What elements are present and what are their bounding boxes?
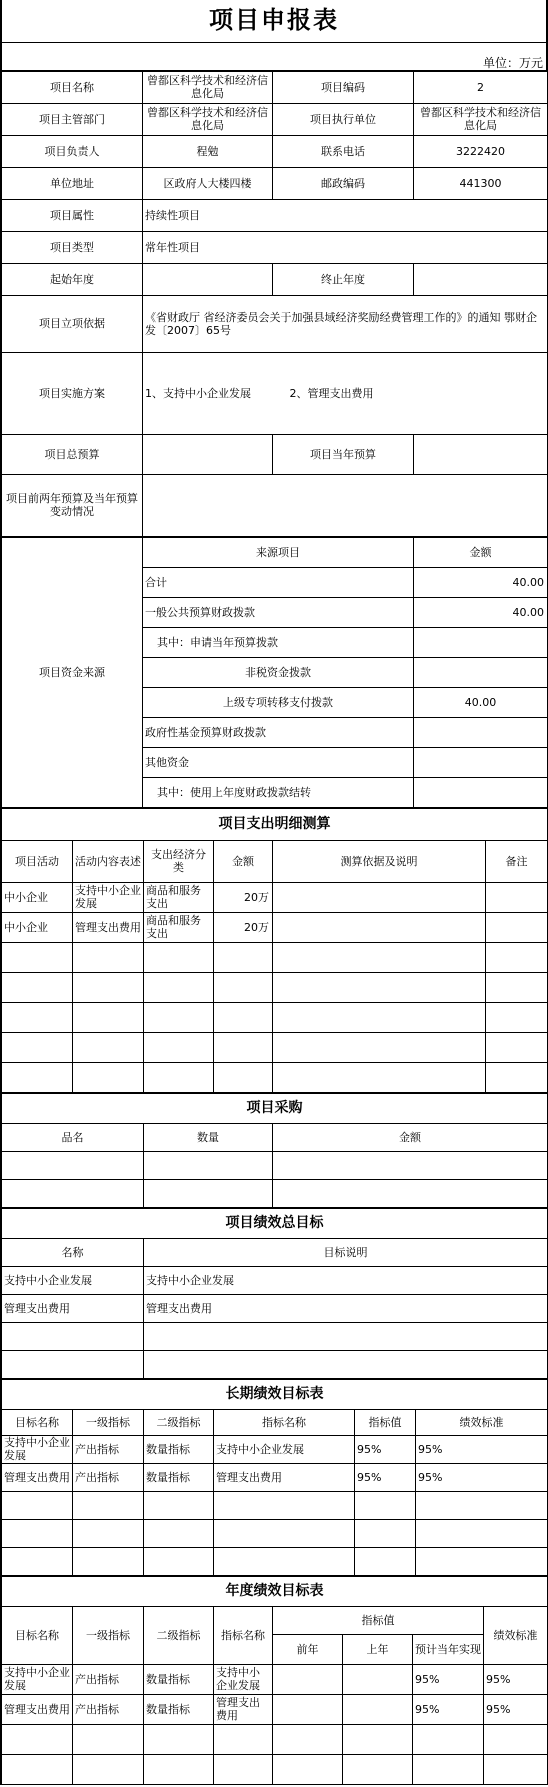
annual-cell: 产出指标 [73,1694,144,1724]
perf-total-cell: 管理支出费用 [144,1294,548,1322]
expense-header: 金额 [214,840,273,882]
end-year-value [414,263,548,295]
head-value: 程勉 [143,135,273,167]
funding-row-name: 其中：使用上年度财政拨款结转 [143,777,414,807]
funding-row-name: 一般公共预算财政拨款 [143,597,414,627]
perf-total-cell: 管理支出费用 [2,1294,144,1322]
longterm-cell: 管理支出费用 [2,1463,73,1491]
table-row [2,1694,548,1724]
purchase-header: 数量 [144,1123,273,1151]
longterm-cell: 数量指标 [144,1435,214,1463]
total-budget-label: 项目总预算 [2,434,143,474]
plan-label: 项目实施方案 [2,352,143,434]
phone-label: 联系电话 [273,135,414,167]
longterm-cell: 产出指标 [73,1463,144,1491]
annual-cell: 支持中小企业发展 [2,1664,73,1694]
table-row [2,1322,548,1350]
expense-cell: 20万 [214,882,273,912]
purchase-table [1,1093,548,1208]
table-row [2,1266,548,1294]
longterm-cell: 95% [416,1463,548,1491]
annual-header: 目标名称 [2,1606,73,1664]
annual-cell: 95% [413,1694,484,1724]
table-row [2,1151,548,1179]
longterm-header: 目标名称 [2,1409,73,1435]
annual-header: 绩效标准 [484,1606,548,1664]
longterm-header: 一级指标 [73,1409,144,1435]
funding-row-amount [414,717,548,747]
funding-row-amount: 40.00 [414,567,548,597]
annual-subheader: 预计当年实现 [413,1634,484,1664]
purchase-section-title: 项目采购 [2,1093,548,1123]
longterm-header: 绩效标准 [416,1409,548,1435]
table-row [2,1179,548,1207]
expense-section-title: 项目支出明细测算 [2,808,548,840]
type-value: 常年性项目 [143,231,548,263]
perf-total-section-title: 项目绩效总目标 [2,1208,548,1238]
project-code-value: 2 [414,71,548,103]
year-budget-label: 项目当年预算 [273,434,414,474]
annual-cell [273,1664,343,1694]
perf-total-header: 目标说明 [144,1238,548,1266]
expense-cell: 商品和服务支出 [144,882,214,912]
longterm-section-title: 长期绩效目标表 [2,1379,548,1409]
table-row [2,1754,548,1784]
table-row [2,1032,548,1062]
expense-header: 支出经济分类 [144,840,214,882]
page-title: 项目申报表 [2,0,547,42]
annual-header: 一级指标 [73,1606,144,1664]
annual-cell: 管理支出费用 [2,1694,73,1724]
table-row [2,1435,548,1463]
perf-total-cell: 支持中小企业发展 [144,1266,548,1294]
end-year-label: 终止年度 [273,263,414,295]
basis-label: 项目立项依据 [2,295,143,352]
table-row [2,912,548,942]
table-row [2,1002,548,1032]
funding-source-header: 来源项目 [143,537,414,567]
expense-header: 测算依据及说明 [273,840,486,882]
longterm-cell: 产出指标 [73,1435,144,1463]
annual-cell: 数量指标 [144,1664,214,1694]
funding-row-name: 上级专项转移支付拨款 [143,687,414,717]
table-row [2,1062,548,1092]
unit-label: 单位：万元 [2,42,547,70]
purchase-header: 金额 [273,1123,548,1151]
table-row [2,972,548,1002]
perf-total-header: 名称 [2,1238,144,1266]
total-budget-value [143,434,273,474]
annual-section-title: 年度绩效目标表 [2,1576,548,1606]
expense-cell [486,912,548,942]
expense-cell [486,882,548,912]
project-name-label: 项目名称 [2,71,143,103]
annual-cell: 95% [484,1664,548,1694]
expense-cell: 商品和服务支出 [144,912,214,942]
funding-row-name: 合计 [143,567,414,597]
attr-value: 持续性项目 [143,199,548,231]
year-budget-value [414,434,548,474]
project-name-value: 曾都区科学技术和经济信息化局 [143,71,273,103]
annual-cell: 95% [413,1664,484,1694]
table-row [2,1463,548,1491]
expense-cell: 中小企业 [2,882,73,912]
longterm-cell: 95% [355,1463,416,1491]
address-label: 单位地址 [2,167,143,199]
basis-value: 《省财政厅 省经济委员会关于加强县域经济奖励经费管理工作的》的通知 鄂财企发〔2007〕65号 [143,295,548,352]
funding-row-amount: 40.00 [414,687,548,717]
phone-value: 3222420 [414,135,548,167]
annual-subheader: 上年 [343,1634,413,1664]
annual-cell [343,1664,413,1694]
project-code-label: 项目编码 [273,71,414,103]
dept-label: 项目主管部门 [2,103,143,135]
title-table [1,0,547,71]
exec-unit-label: 项目执行单位 [273,103,414,135]
longterm-header: 指标值 [355,1409,416,1435]
expense-cell: 支持中小企业发展 [73,882,144,912]
funding-table [1,537,548,808]
table-row [2,1491,548,1519]
expense-cell [273,882,486,912]
longterm-cell: 95% [416,1435,548,1463]
zip-value: 441300 [414,167,548,199]
annual-header: 指标值 [273,1606,484,1634]
start-year-label: 起始年度 [2,263,143,295]
funding-row-name: 政府性基金预算财政拨款 [143,717,414,747]
address-value: 区政府人大楼四楼 [143,167,273,199]
table-row [2,1724,548,1754]
zip-label: 邮政编码 [273,167,414,199]
table-row [2,1350,548,1378]
annual-header: 二级指标 [144,1606,214,1664]
annual-header: 指标名称 [214,1606,273,1664]
type-label: 项目类型 [2,231,143,263]
annual-cell: 95% [484,1694,548,1724]
expense-header: 活动内容表述 [73,840,144,882]
annual-cell [273,1694,343,1724]
longterm-cell: 支持中小企业发展 [2,1435,73,1463]
longterm-cell: 管理支出费用 [214,1463,355,1491]
funding-row-amount [414,657,548,687]
longterm-cell: 支持中小企业发展 [214,1435,355,1463]
perf-total-table [1,1208,548,1379]
expense-header: 备注 [486,840,548,882]
annual-table [1,1576,548,1785]
table-row [2,1547,548,1575]
funding-amount-header: 金额 [414,537,548,567]
expense-header: 项目活动 [2,840,73,882]
purchase-header: 品名 [2,1123,144,1151]
budget-change-value [143,474,548,536]
plan-value: 1、支持中小企业发展 2、管理支出费用 [143,352,548,434]
annual-subheader: 前年 [273,1634,343,1664]
annual-cell: 数量指标 [144,1694,214,1724]
expense-cell: 中小企业 [2,912,73,942]
funding-row-name: 其中：申请当年预算拨款 [143,627,414,657]
basic-info-table [1,71,548,537]
table-row [2,1664,548,1694]
annual-cell: 支持中小企业发展 [214,1664,273,1694]
attr-label: 项目属性 [2,199,143,231]
longterm-table [1,1379,548,1576]
annual-cell: 管理支出费用 [214,1694,273,1724]
table-row [2,942,548,972]
funding-row-amount [414,777,548,807]
funding-row-name: 其他资金 [143,747,414,777]
expense-cell: 20万 [214,912,273,942]
expense-table [1,808,548,1093]
head-label: 项目负责人 [2,135,143,167]
table-row [2,1519,548,1547]
expense-cell [273,912,486,942]
funding-label: 项目资金来源 [2,537,143,807]
longterm-cell: 数量指标 [144,1463,214,1491]
table-row [2,1294,548,1322]
budget-change-label: 项目前两年预算及当年预算变动情况 [2,474,143,536]
annual-cell: 产出指标 [73,1664,144,1694]
dept-value: 曾都区科学技术和经济信息化局 [143,103,273,135]
longterm-cell: 95% [355,1435,416,1463]
funding-row-amount [414,747,548,777]
longterm-header: 二级指标 [144,1409,214,1435]
annual-cell [343,1694,413,1724]
expense-cell: 管理支出费用 [73,912,144,942]
start-year-value [143,263,273,295]
longterm-header: 指标名称 [214,1409,355,1435]
funding-row-amount [414,627,548,657]
exec-unit-value: 曾都区科学技术和经济信息化局 [414,103,548,135]
table-row [2,882,548,912]
funding-row-name: 非税资金拨款 [143,657,414,687]
funding-row-amount: 40.00 [414,597,548,627]
perf-total-cell: 支持中小企业发展 [2,1266,144,1294]
